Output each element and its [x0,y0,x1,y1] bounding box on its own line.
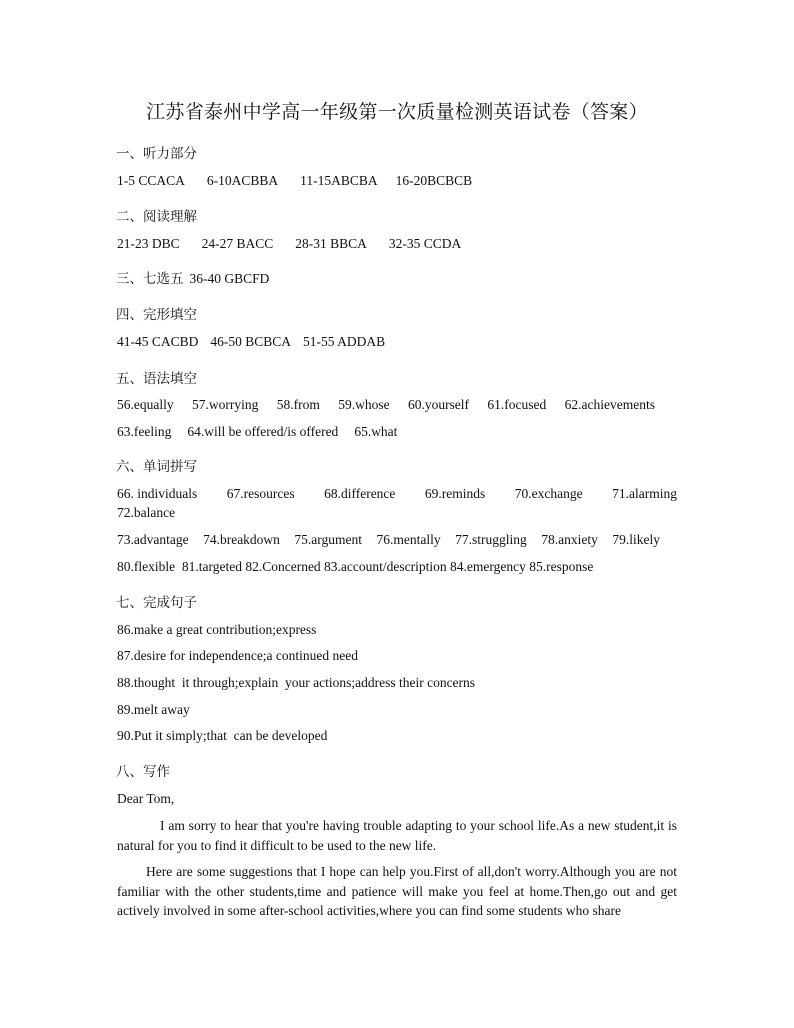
sentence-answer: 89.melt away [117,702,190,717]
sentence-answer: 90.Put it simply;that can be developed [117,728,328,743]
answer-group: 16-20BCBCB [395,173,473,188]
answer-item: 61.focused [487,397,547,412]
answer-item: 68.difference [324,486,396,501]
answer-line-grammar-1 [117,397,655,413]
answer-item: 79.likely [612,532,660,547]
answer-group: 32-35 CCDA [388,236,462,251]
answer-item: 58.from [276,397,320,412]
answer-item: 74.breakdown [203,532,280,547]
letter-paragraph-1: I am sorry to hear that you're having trouble adapting to your school life.As a new student,it is natural for you to find it difficult to be used to the new life. [117,818,677,853]
answer-group: 46-50 BCBCA [210,334,292,349]
answer-item: 77.struggling [455,532,527,547]
answer-item: 73.advantage [117,532,189,547]
letter-salutation: Dear Tom, [117,791,175,806]
answer-item: 59.whose [338,397,390,412]
answer-group: 21-23 DBC [117,236,180,251]
answer-item: 76.mentally [376,532,441,547]
section-heading-writing: 八、写作 [116,764,170,780]
answer-item: 62.achievements [564,397,655,412]
answer-group: 51-55 ADDAB [303,334,386,349]
answer-group: 6-10ACBBA [206,173,279,188]
section-heading-listening: 一、听力部分 [116,146,197,162]
answer-item: 70.exchange [514,486,583,501]
answer-line-spelling-1b: 72.balance [117,505,176,520]
sentence-answer: 86.make a great contribution;express [117,622,317,637]
answer-item: 71.alarming [612,486,677,501]
section-heading-spelling: 六、单词拼写 [116,459,197,475]
answer-line-spelling-3: 80.flexible 81.targeted 82.Concerned 83.account/description 84.emergency 85.response [117,559,594,574]
section-heading-cloze: 四、完形填空 [116,307,197,323]
section-heading-seven-five: 三、七选五 [116,271,184,287]
answer-item: 65.what [354,424,398,439]
section-heading-sentences: 七、完成句子 [116,595,197,611]
answer-line-spelling-2 [117,532,660,548]
sentence-answer: 88.thought it through;explain your actions;address their concerns [117,675,476,690]
page-title: 江苏省泰州中学高一年级第一次质量检测英语试卷（答案） [146,101,648,123]
answer-group: 1-5 CCACA [117,173,185,188]
answer-group: 24-27 BACC [201,236,274,251]
answer-item: 78.anxiety [541,532,598,547]
answer-item: 66. individuals [117,486,198,501]
answer-line-listening [117,173,472,189]
answer-item: 57.worrying [191,397,259,412]
answer-item: 63.feeling [117,424,172,439]
answer-group: 36-40 GBCFD [189,271,270,286]
answer-line-spelling-1 [117,486,677,502]
answer-item: 75.argument [294,532,363,547]
letter-paragraph-2: Here are some suggestions that I hope can help you.First of all,don't worry.Although you are not familiar with the other students,time and patience will make you feel at home.Then,go out and get actively involved in some after-school activities,where you can find some students who share [117,864,677,918]
sentence-answer: 87.desire for independence;a continued need [117,648,359,663]
answer-item: 56.equally [117,397,174,412]
answer-line-reading [117,236,461,252]
answer-group: 28-31 BBCA [295,236,367,251]
answer-item: 64.will be offered/is offered [187,424,339,439]
answer-line-seven-five [116,267,269,287]
answer-item: 69.reminds [424,486,486,501]
answer-line-cloze [117,334,385,350]
answer-item: 60.yourself [407,397,470,412]
section-heading-reading: 二、阅读理解 [116,209,197,225]
answer-line-grammar-2 [117,424,397,440]
answer-group: 11-15ABCBA [300,173,378,188]
answer-item: 67.resources [226,486,295,501]
section-heading-grammar: 五、语法填空 [116,371,197,387]
answer-group: 41-45 CACBD [117,334,199,349]
